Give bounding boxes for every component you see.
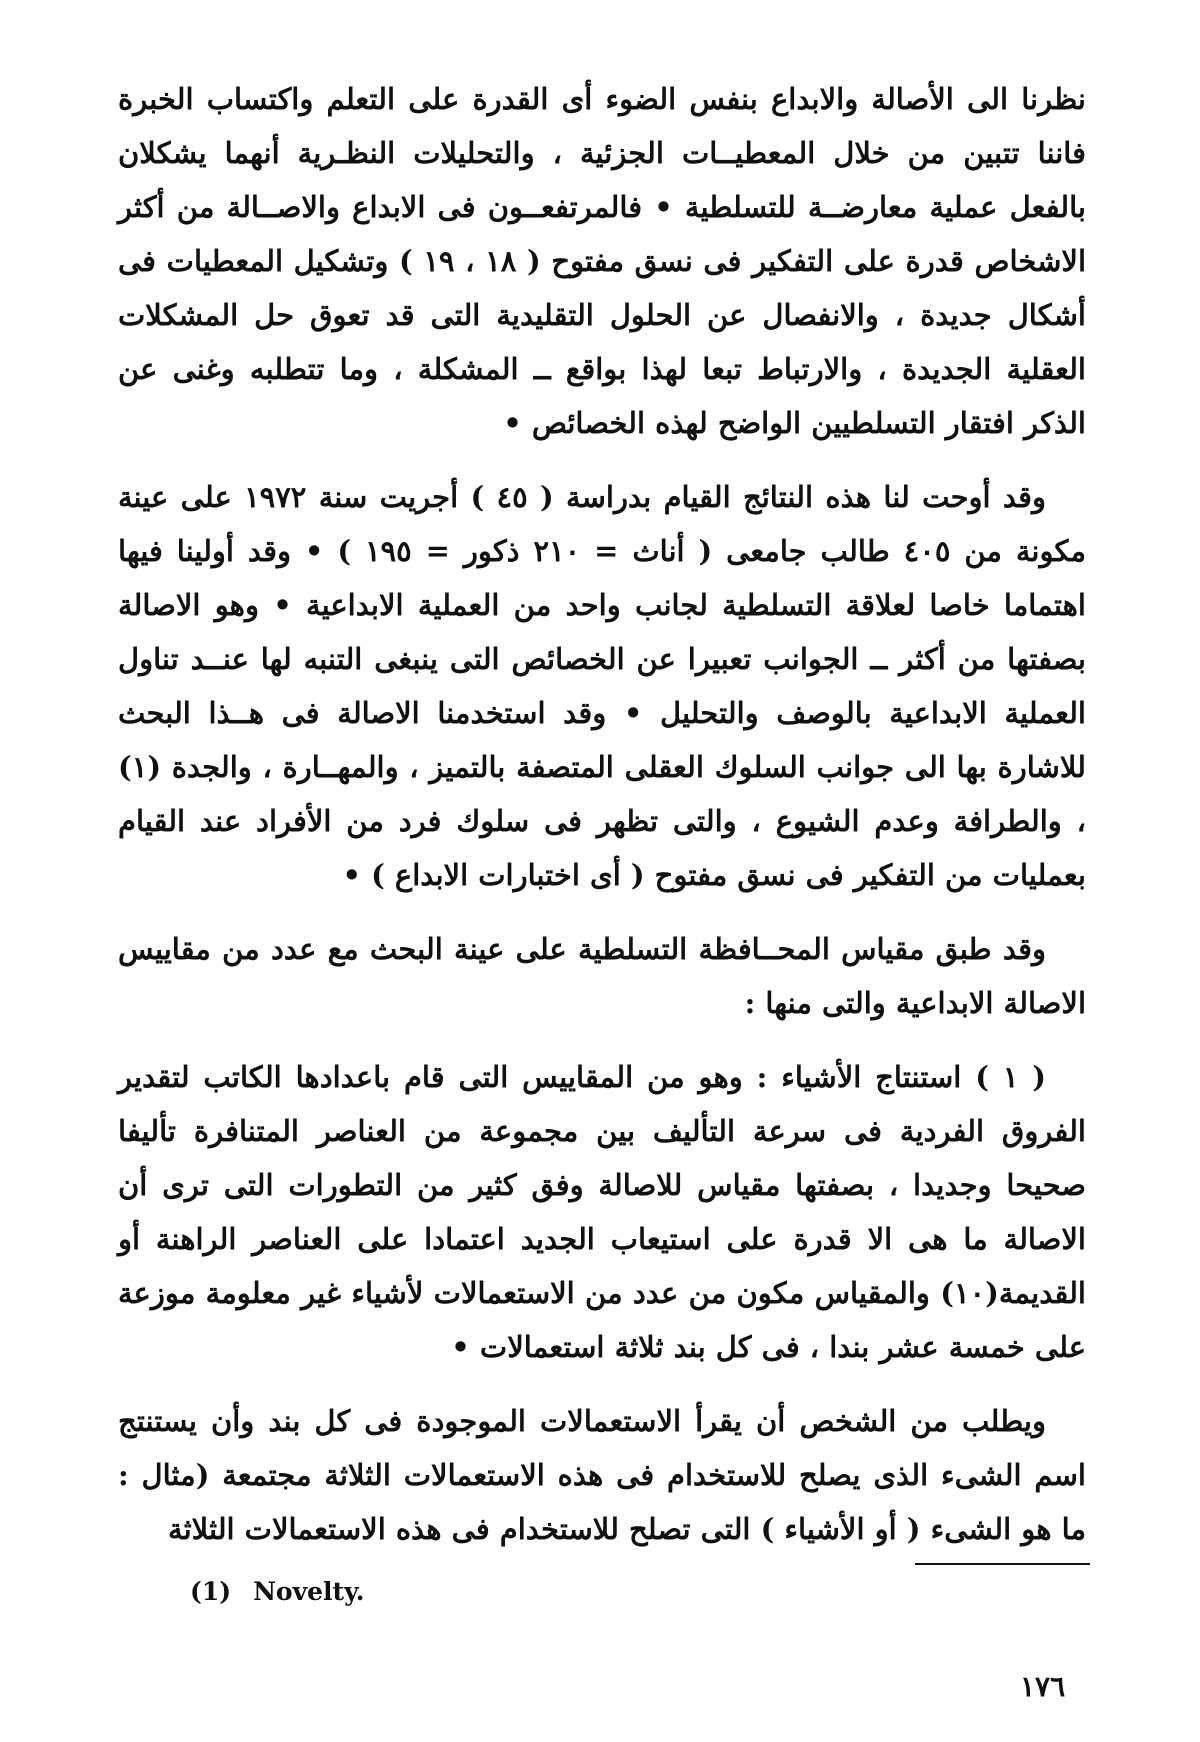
page-number: ١٧٦ (1020, 1670, 1066, 1703)
body-text (118, 72, 1086, 1556)
footnote (190, 1574, 364, 1610)
paragraph-2: وقد أوحت لنا هذه النتائج القيام بدراسة ( ٤٥ ) أجريت سنة ١٩٧٢ على عينة مكونة من ٤٠٥ طالب جامعى ( أناث = ٢١٠ ذكور = ١٩٥ ) • وقد أولينا فيها اهتماما خاصا لعلاقة التسلطية لجانب واحد من العملية الابداعية • وهو الاصالة بصفتها من أكثر ــ الجوانب تعبيرا عن الخصائص التى ينبغى التنبه لها عنــد تناول العملية الابداعية بالوصف والتحليل • وقد استخدمنا الاصالة فى هــذا البحث للاشارة بها الى جوانب السلوك العقلى المتصفة بالتميز ، والمهــارة ، والجدة (١) ، والطرافة وعدم الشيوع ، والتى تظهر فى سلوك فرد من الأفراد عند القيام بعمليات من التفكير فى نسق مفتوح ( أى اختبارات الابداع ) • (118, 480, 1086, 892)
footnote-divider (915, 1563, 1090, 1565)
paragraph-4: ( ١ ) استنتاج الأشياء : وهو من المقاييس التى قام باعدادها الكاتب لتقدير الفروق الفردية فى سرعة التأليف بين مجموعة من العناصر المتنافرة تأليفا صحيحا وجديدا ، بصفتها مقياس للاصالة وفق كثير من التطورات التى ترى أن الاصالة ما هى الا قدرة على استيعاب الجديد اعتمادا على العناصر الراهنة أو القديمة(١٠) والمقياس مكون من عدد من الاستعمالات لأشياء غير معلومة موزعة على خمسة عشر بندا ، فى كل بند ثلاثة استعمالات • (118, 1060, 1086, 1364)
footnote-number: (1) (190, 1577, 232, 1606)
paragraph-5: ويطلب من الشخص أن يقرأ الاستعمالات الموجودة فى كل بند وأن يستنتج اسم الشىء الذى يصلح للاستخدام فى هذه الاستعمالات الثلاثة مجتمعة (مثال : ما هو الشىء ( أو الأشياء ) التى تصلح للاستخدام فى هذه الاستعمالات الثلاثة (118, 1404, 1086, 1546)
paragraph-1: نظرنا الى الأصالة والابداع بنفس الضوء أى القدرة على التعلم واكتساب الخبرة فاننا تتبين من خلال المعطيــات الجزئية ، والتحليلات النظـرية أنهما يشكلان بالفعل عملية معارضــة للتسلطية • فالمرتفعــون فى الابداع والاصــالة من أكثر الاشخاص قدرة على التفكير فى نسق مفتوح ( ١٨ ، ١٩ ) وتشكيل المعطيات فى أشكال جديدة ، والانفصال عن الحلول التقليدية التى قد تعوق حل المشكلات العقلية الجديدة ، والارتباط تبعا لهذا بواقع ــ المشكلة ، وما تتطلبه وغنى عن الذكر افتقار التسلطيين الواضح لهذه الخصائص • (118, 82, 1086, 440)
paragraph-3: وقد طبق مقياس المحــافظة التسلطية على عينة البحث مع عدد من مقاييس الاصالة الابداعية والتى منها : (118, 932, 1086, 1020)
footnote-text: Novelty. (253, 1577, 365, 1606)
